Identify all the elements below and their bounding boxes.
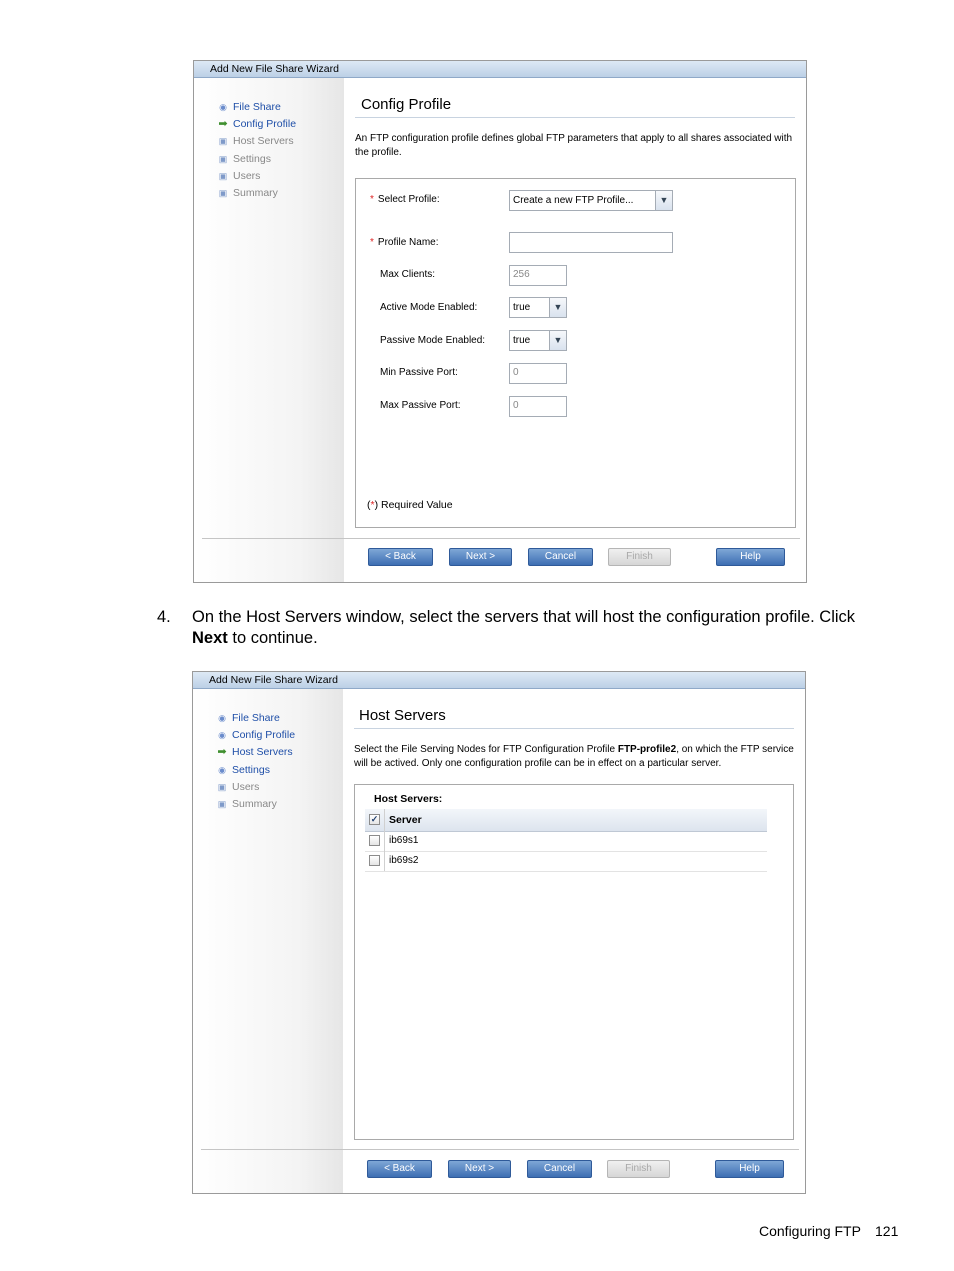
step-settings: ▣ Settings xyxy=(216,152,271,166)
max-clients-label: Max Clients: xyxy=(380,269,436,280)
server-grid xyxy=(365,809,767,875)
wizard-steps-sidebar xyxy=(193,689,343,1193)
max-clients-input[interactable]: 256 xyxy=(509,265,567,286)
finish-button[interactable]: Finish xyxy=(607,1160,670,1178)
window-title: Add New File Share Wizard xyxy=(194,61,806,78)
cancel-button[interactable]: Cancel xyxy=(528,548,593,566)
pending-square-icon: ▣ xyxy=(218,136,228,146)
button-bar-divider xyxy=(201,1149,799,1150)
button-bar-divider xyxy=(202,538,800,539)
done-bullet-icon: ◉ xyxy=(218,713,226,723)
profile-name-label: * Profile Name: xyxy=(370,237,439,248)
step-summary: ▣ Summary xyxy=(215,797,277,811)
server-name: ib69s1 xyxy=(389,835,419,846)
step-config-profile[interactable]: ➡ Config Profile xyxy=(216,117,296,131)
heading-divider xyxy=(355,117,795,118)
profile-name-input[interactable] xyxy=(509,232,673,253)
step-host-servers[interactable]: ➡ Host Servers xyxy=(215,745,293,759)
pending-square-icon: ▣ xyxy=(218,171,228,181)
select-all-checkbox[interactable]: ✓ xyxy=(370,814,379,824)
page-heading: Host Servers xyxy=(359,707,446,724)
passive-mode-dropdown[interactable]: true ▼ xyxy=(509,330,567,351)
next-button[interactable]: Next > xyxy=(449,548,512,566)
page-heading: Config Profile xyxy=(361,96,452,113)
page-description: An FTP configuration profile defines global FTP parameters that apply to all shares associated with the profile. xyxy=(355,133,793,158)
chevron-down-icon: ▼ xyxy=(549,331,566,350)
next-button[interactable]: Next > xyxy=(448,1160,511,1178)
window-title: Add New File Share Wizard xyxy=(193,672,805,689)
pending-square-icon: ▣ xyxy=(217,799,227,809)
current-arrow-icon: ➡ xyxy=(218,118,228,130)
step-users: ▣ Users xyxy=(215,780,259,794)
back-button[interactable]: < Back xyxy=(368,548,433,566)
wizard-steps-sidebar xyxy=(194,78,344,582)
step-users: ▣ Users xyxy=(216,169,260,183)
server-checkbox[interactable] xyxy=(369,835,380,846)
chevron-down-icon: ▼ xyxy=(655,191,672,210)
footer-section-title: Configuring FTP xyxy=(759,1223,861,1239)
column-header-server[interactable]: Server xyxy=(389,814,422,826)
table-row[interactable] xyxy=(365,831,767,852)
back-button[interactable]: < Back xyxy=(367,1160,432,1178)
step-file-share[interactable]: ◉ File Share xyxy=(215,711,280,725)
min-passive-port-label: Min Passive Port: xyxy=(380,367,458,378)
step-summary: ▣ Summary xyxy=(216,186,278,200)
next-emphasis: Next xyxy=(192,629,228,647)
help-button[interactable]: Help xyxy=(716,548,785,566)
pending-square-icon: ▣ xyxy=(218,188,228,198)
heading-divider xyxy=(354,728,794,729)
done-bullet-icon: ◉ xyxy=(219,102,227,112)
host-servers-wizard-window xyxy=(192,671,806,1194)
passive-mode-label: Passive Mode Enabled: xyxy=(380,335,486,346)
server-name: ib69s2 xyxy=(389,855,419,866)
step-host-servers: ▣ Host Servers xyxy=(216,134,294,148)
finish-button[interactable]: Finish xyxy=(608,548,671,566)
step-settings[interactable]: ◉ Settings xyxy=(215,763,270,777)
step-number: 4. xyxy=(157,608,171,626)
config-profile-wizard-window xyxy=(193,60,807,583)
host-servers-panel xyxy=(354,784,794,1140)
table-row[interactable] xyxy=(365,851,767,872)
server-checkbox[interactable] xyxy=(369,855,380,866)
done-bullet-icon: ◉ xyxy=(218,730,226,740)
max-passive-port-label: Max Passive Port: xyxy=(380,400,461,411)
pending-square-icon: ▣ xyxy=(218,154,228,164)
host-servers-label: Host Servers: xyxy=(374,793,443,805)
cancel-button[interactable]: Cancel xyxy=(527,1160,592,1178)
min-passive-port-input[interactable]: 0 xyxy=(509,363,567,384)
profile-form-panel xyxy=(355,178,796,528)
chevron-down-icon: ▼ xyxy=(549,298,566,317)
step-file-share[interactable]: ◉ File Share xyxy=(216,100,281,114)
max-passive-port-input[interactable]: 0 xyxy=(509,396,567,417)
current-arrow-icon: ➡ xyxy=(217,746,227,758)
grid-header-row xyxy=(365,809,767,832)
select-profile-label: * Select Profile: xyxy=(370,194,440,205)
step-instruction: On the Host Servers window, select the servers that will host the configuration profile. Click Next to continue. xyxy=(192,608,856,647)
required-value-note: (*) Required Value xyxy=(367,499,453,511)
footer-page-number: 121 xyxy=(875,1223,899,1239)
active-mode-dropdown[interactable]: true ▼ xyxy=(509,297,567,318)
help-button[interactable]: Help xyxy=(715,1160,784,1178)
step-config-profile[interactable]: ◉ Config Profile xyxy=(215,728,295,742)
done-bullet-icon: ◉ xyxy=(218,765,226,775)
select-profile-dropdown[interactable]: Create a new FTP Profile... ▼ xyxy=(509,190,673,211)
pending-square-icon: ▣ xyxy=(217,782,227,792)
active-mode-label: Active Mode Enabled: xyxy=(380,302,478,313)
page-description: Select the File Serving Nodes for FTP Configuration Profile FTP-profile2, on which the FTP service will be actived. Only one configuration profile can be in effect on a particular server. xyxy=(354,744,794,769)
